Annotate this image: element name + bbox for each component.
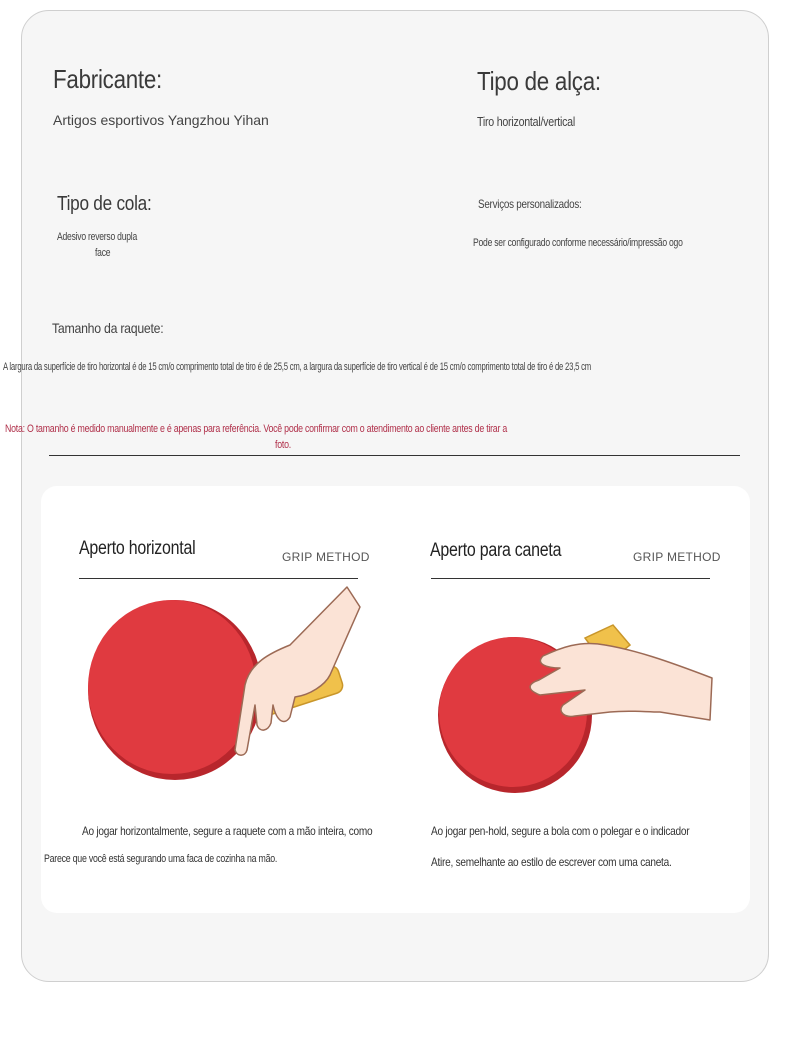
horizontal-grip-subtitle: GRIP METHOD [282,550,370,564]
pen-grip-underline [431,578,710,579]
pen-grip-title: Aperto para caneta [430,540,562,561]
handle-type-value: Tiro horizontal/vertical [477,114,575,129]
horizontal-grip-title: Aperto horizontal [79,538,196,559]
pen-grip-subtitle: GRIP METHOD [633,550,721,564]
handle-type-label: Tipo de alça: [477,66,601,96]
manufacturer-label: Fabricante: [53,64,163,94]
manufacturer-value: Artigos esportivos Yangzhou Yihan [53,112,269,128]
custom-services-label: Serviços personalizados: [478,197,582,211]
pen-grip-illustration [435,620,720,800]
section-divider [49,455,740,456]
racket-size-value: A largura da superfície de tiro horizontal é de 15 cm/o comprimento total de tiro é de 25,5 cm, a largura da superfície de tiro vertical é de 15 cm/o comprimento total de tiro é de 23,5 cm [3,361,591,373]
custom-services-value: Pode ser configurado conforme necessário/impressão ogo [473,237,683,249]
hand-icon [235,587,360,755]
glue-type-value-line2: face [95,247,111,259]
pen-grip-desc-line2: Atire, semelhante ao estilo de escrever com uma caneta. [431,855,672,869]
horizontal-grip-underline [79,578,358,579]
horizontal-grip-illustration [85,585,370,790]
glue-type-label: Tipo de cola: [57,193,152,215]
horizontal-grip-desc-line1: Ao jogar horizontalmente, segure a raquete com a mão inteira, como [82,824,373,838]
pen-grip-desc-line1: Ao jogar pen-hold, segure a bola com o polegar e o indicador [431,824,690,838]
racket-size-label: Tamanho da raquete: [52,320,164,336]
note-line-1: Nota: O tamanho é medido manualmente e é apenas para referência. Você pode confirmar com o atendimento ao cliente antes de tirar a [5,423,508,435]
glue-type-value-line1: Adesivo reverso dupla [57,231,137,243]
note-line-2: foto. [275,439,291,451]
horizontal-grip-desc-line2: Parece que você está segurando uma faca de cozinha na mão. [44,853,278,865]
